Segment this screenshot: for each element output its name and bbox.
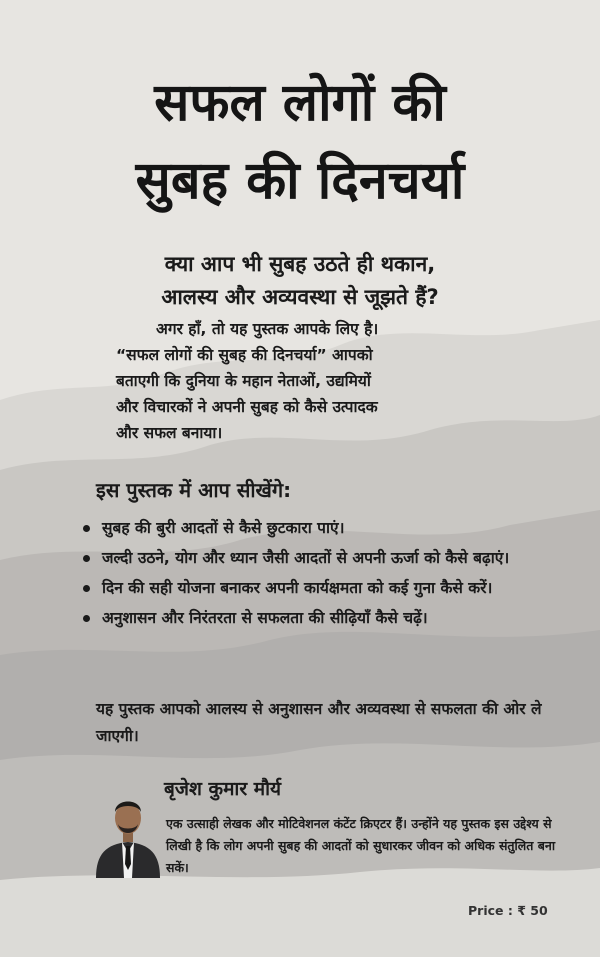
list-item bbox=[80, 575, 580, 601]
subtitle-line-2: आलस्य और अव्यवस्था से जूझते हैं? bbox=[161, 285, 439, 309]
learning-list bbox=[80, 515, 580, 635]
closing-text: यह पुस्तक आपको आलस्य से अनुशासन और अव्यवस्था से सफलता की ओर ले जाएगी। bbox=[96, 700, 542, 745]
title-line-2: सुबह की दिनचर्या bbox=[135, 151, 465, 211]
price-label: Price : ₹ 50 bbox=[468, 903, 548, 918]
list-item bbox=[80, 605, 580, 631]
learn-heading: इस पुस्तक में आप सीखेंगे: bbox=[96, 478, 292, 502]
title-line-1: सफल लोगों की bbox=[154, 73, 446, 133]
bullet-icon bbox=[83, 615, 90, 622]
author-name: बृजेश कुमार मौर्य bbox=[164, 778, 282, 800]
list-item bbox=[80, 515, 580, 541]
intro-line: अगर हाँ, तो यह पुस्तक आपके लिए है। bbox=[156, 320, 379, 338]
author-bio: एक उत्साही लेखक और मोटिवेशनल कंटेंट क्रिएटर हैं। उन्होंने यह पुस्तक इस उद्देश्य से लिखी है कि लोग अपनी सुबह की आदतों को सुधारकर जीवन को अधिक संतुलित बना सकें। bbox=[166, 816, 556, 875]
bullet-icon bbox=[83, 555, 90, 562]
subtitle-line-1: क्या आप भी सुबह उठते ही थकान, bbox=[164, 252, 436, 276]
intro-line: “सफल लोगों की सुबह की दिनचर्या” आपको bbox=[116, 346, 373, 364]
list-item-text: जल्दी उठने, योग और ध्यान जैसी आदतों से अपनी ऊर्जा को कैसे बढ़ाएं। bbox=[102, 549, 510, 567]
intro-paragraph bbox=[116, 316, 536, 446]
list-item-text: दिन की सही योजना बनाकर अपनी कार्यक्षमता को कई गुना कैसे करें। bbox=[102, 579, 493, 597]
bullet-icon bbox=[83, 585, 90, 592]
intro-line: और विचारकों ने अपनी सुबह को कैसे उत्पादक bbox=[116, 398, 378, 416]
author-photo bbox=[92, 782, 164, 878]
bullet-icon bbox=[83, 525, 90, 532]
intro-line: बताएगी कि दुनिया के महान नेताओं, उद्यमियों bbox=[116, 372, 371, 390]
list-item-text: अनुशासन और निरंतरता से सफलता की सीढ़ियाँ कैसे चढ़ें। bbox=[102, 609, 428, 627]
intro-line: और सफल बनाया। bbox=[116, 424, 223, 442]
list-item-text: सुबह की बुरी आदतों से कैसे छुटकारा पाएं। bbox=[102, 519, 345, 537]
list-item bbox=[80, 545, 580, 571]
